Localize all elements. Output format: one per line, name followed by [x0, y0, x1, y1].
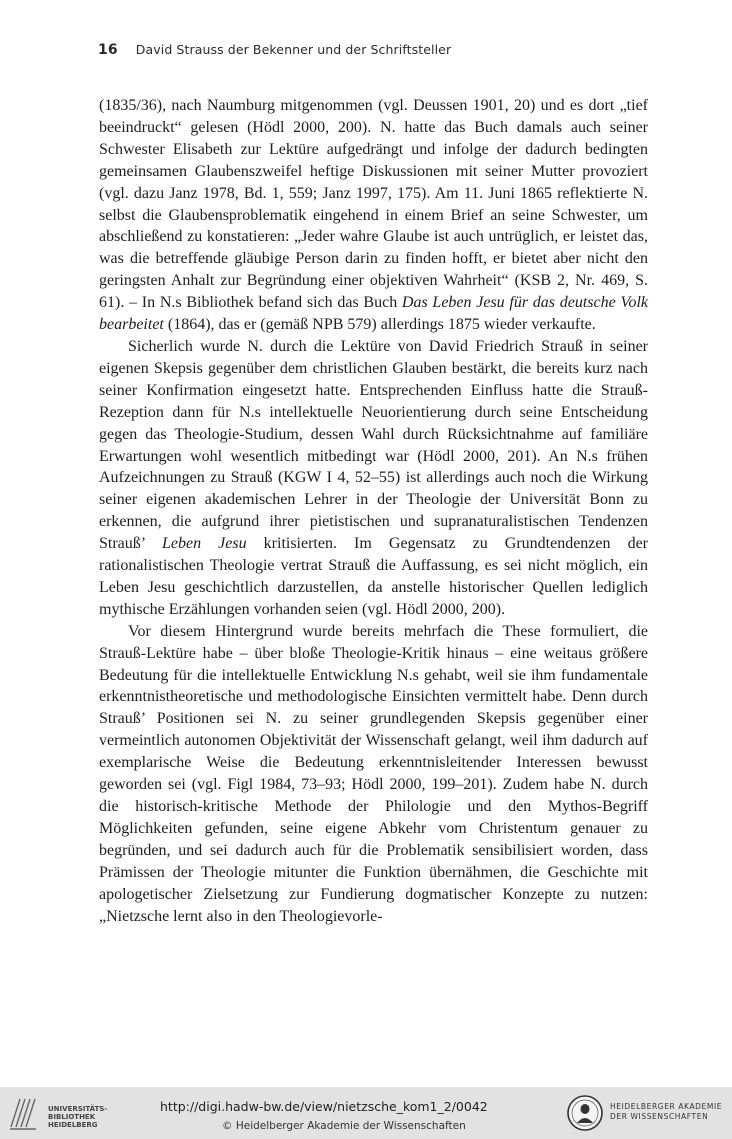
library-name: UNIVERSITÄTS- BIBLIOTHEK HEIDELBERG: [48, 1105, 108, 1129]
running-header: [98, 42, 648, 58]
text-segment: Vor diesem Hintergrund wurde bereits mehrfach die These formuliert, die Strauß-Lektüre habe – über bloße Theologie-Kritik hinaus – eine weitaus größere Bedeutung für die intellektuelle Entwicklung N.s gehabt, weil sie ihm fundamentale erkenntnistheoretische und methodologische Einsichten vermittelt habe. Denn durch Strauß’ Positionen sei N. zu seiner grundlegenden Skepsis gegenüber einer vermeintlich autonomen Objektivität der Wissenschaft gelangt, weil ihm dadurch auf exemplarische Weise die Bedeutung erkenntnisleitender Interessen bewusst geworden sei (vgl. Figl 1984, 73–93; Hödl 2000, 199–201). Zudem habe N. durch die historisch-kritische Methode der Philologie und den Mythos-Begriff Möglichkeiten gefunden, seine eigene Abkehr vom Christentum genauer zu begründen, und sei dadurch auch für die Problematik sensibilisiert worden, dass Prämissen der Theologie mitunter die Funktion übernähmen, die Geschichte mit apologetischer Zielsetzung zur Fundierung dogmatischer Konzepte zu nutzen: „Nietzsche lernt also in den Theologievorle-: [99, 622, 648, 925]
text-segment: (1864), das er (gemäß NPB 579) allerdings 1875 wieder verkaufte.: [163, 316, 596, 334]
academy-seal-icon[interactable]: [566, 1094, 604, 1132]
library-logo-icon: [8, 1093, 40, 1133]
body-text: [99, 95, 648, 927]
text-segment: kritisierten. Im Gegensatz zu Grundtendenzen der rationalistischen Theologie vertrat Strauß die Auffassung, es sei nicht möglich, ein Leben Jesu geschichtlich darzustellen, da anstelle historischer Quellen lediglich mythische Erzählungen vorhanden seien (vgl. Hödl 2000, 200).: [99, 535, 648, 618]
page-number: 16: [98, 42, 118, 58]
permalink-url[interactable]: http://digi.hadw-bw.de/view/nietzsche_kom1_2/0042: [160, 1099, 488, 1114]
academy-name: [610, 1102, 722, 1122]
academy-name-line-2: DER WISSENSCHAFTEN: [610, 1112, 709, 1121]
paragraph-2: [99, 336, 648, 621]
book-title-italic: Das Leben Jesu für das deutsche Volk bearbeitet: [99, 294, 649, 334]
paragraph-3: [99, 621, 648, 928]
book-title-italic: Leben Jesu: [161, 535, 247, 553]
text-segment: (1835/36), nach Naumburg mitgenommen (vgl. Deussen 1901, 20) und es dort „tief beeindruckt“ gelesen (Hödl 2000, 200). N. hatte das Buch damals auch seiner Schwester Elisabeth zur Lektüre aufgedrängt und infolge der dadurch bedingten gemeinsamen Glaubenszweifel heftige Diskussionen mit seiner Mutter provoziert (vgl. dazu Janz 1978, Bd. 1, 559; Janz 1997, 175). Am 11. Juni 1865 reflektierte N. selbst die Glaubensproblematik eingehend in einem Brief an seine Schwester, um abschließend zu konstatieren: „Jeder wahre Glaube ist auch untrüglich, er leistet das, was die betreffende gläubige Person darin zu finden hofft, er bietet aber nicht den geringsten Anhalt zur Begründung einer objektiven Wahrheit“ (KSB 2, Nr. 469, S. 61). – In N.s Bibliothek befand sich das Buch: [99, 97, 648, 312]
copyright-notice: © Heidelberger Akademie der Wissenschaften: [222, 1120, 466, 1132]
paragraph-1: [99, 95, 648, 336]
footer-bar: [0, 1087, 732, 1139]
running-title: David Strauss der Bekenner und der Schriftsteller: [135, 42, 452, 57]
text-segment: Sicherlich wurde N. durch die Lektüre von David Friedrich Strauß in seiner eigenen Skepsis gegenüber dem christlichen Glauben bestärkt, die bereits kurz nach seiner Konfirmation eingesetzt hatte. Entsprechenden Einfluss hatte die Strauß-Rezeption dann für N.s intellektuelle Neuorientierung durch seine Entscheidung gegen das Theologie-Studium, dessen Wahl durch Rücksichtnahme auf familiäre Erwartungen wohl wesentlich mitbedingt war (Hödl 2000, 201). An N.s frühen Aufzeichnungen zu Strauß (KGW I 4, 52–55) ist allerdings auch noch die Wirkung seiner eigenen akademischen Lehrer in der Theologie der Universität Bonn zu erkennen, die aufgrund ihrer pietistischen und supranaturalistischen Tendenzen Strauß’: [99, 337, 648, 553]
academy-name-line-1: HEIDELBERGER AKADEMIE: [610, 1102, 723, 1111]
university-library-logo[interactable]: [8, 1093, 118, 1133]
